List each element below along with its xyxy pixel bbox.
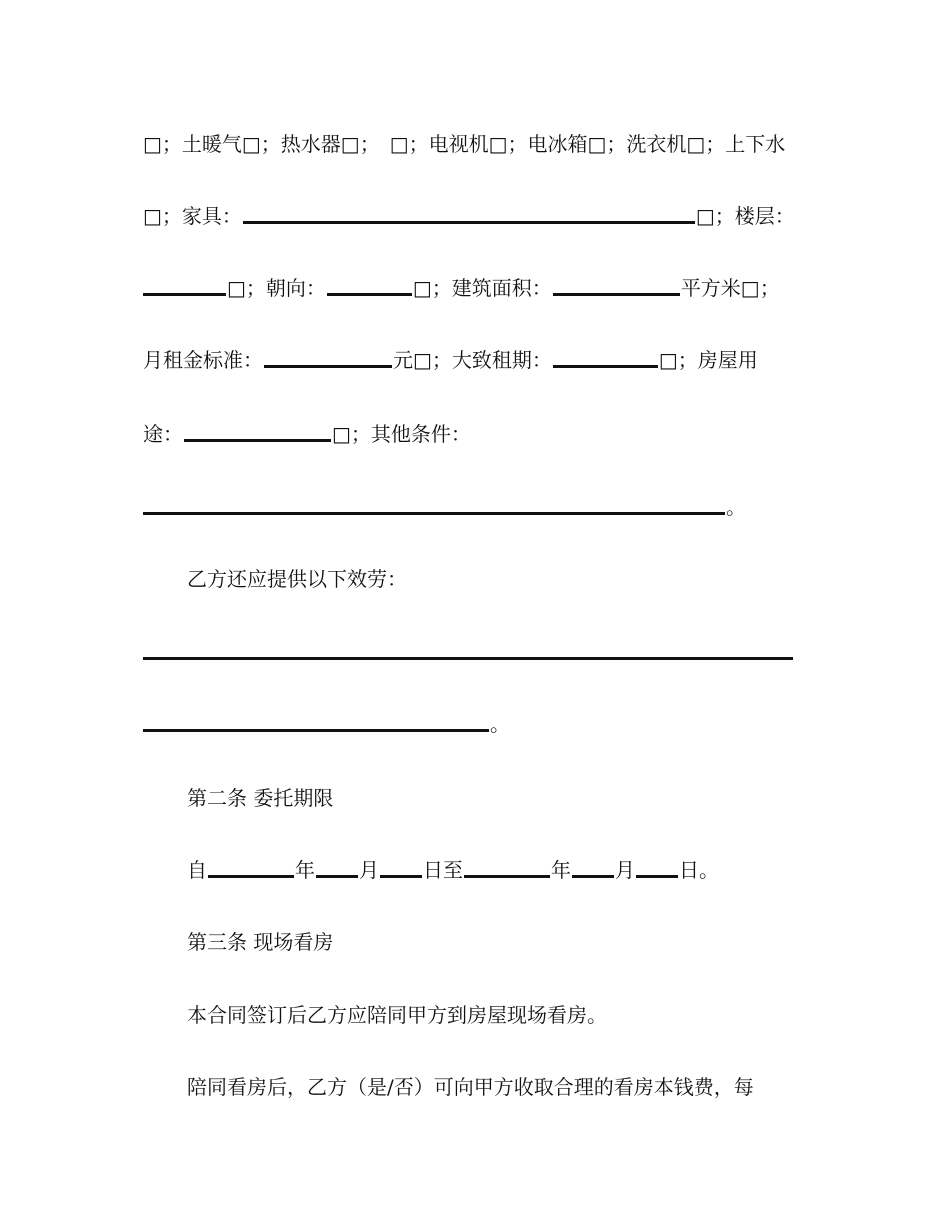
orientation-area-line: [143, 274, 780, 302]
floor-blank[interactable]: [143, 293, 226, 296]
start-day-blank[interactable]: [380, 875, 422, 878]
rent-label: 月租金标准：: [143, 348, 263, 372]
viewing-text: 本合同签订后乙方应陪同甲方到房屋现场看房。: [187, 1003, 607, 1027]
day-end-label: 日。: [679, 858, 719, 882]
other-conditions-blank[interactable]: [143, 512, 725, 515]
services-blank-line-2: [143, 710, 510, 738]
usage-blank[interactable]: [184, 439, 331, 442]
rent-term-line: [143, 346, 758, 374]
year-label: 年: [551, 858, 571, 882]
area-unit: 平方米□；: [680, 276, 780, 300]
month-label: 月: [359, 858, 379, 882]
end-year-blank[interactable]: [464, 875, 550, 878]
start-month-blank[interactable]: [316, 875, 358, 878]
start-year-blank[interactable]: [208, 875, 294, 878]
to-label: 日至: [423, 858, 463, 882]
orientation-blank[interactable]: [327, 293, 412, 296]
month-label: 月: [615, 858, 635, 882]
year-label: 年: [295, 858, 315, 882]
end-month-blank[interactable]: [572, 875, 614, 878]
other-conditions-blank-line: [143, 493, 746, 521]
facilities-line-1: [143, 130, 785, 158]
furniture-label: □；家具：: [143, 204, 242, 228]
usage-label-cont: 途：: [143, 422, 183, 446]
viewing-paragraph: [187, 1001, 607, 1029]
services-blank-line-1: [143, 638, 794, 666]
usage-other-line: [143, 420, 471, 448]
floor-label: □；楼层：: [695, 204, 795, 228]
usage-label: □；房屋用: [658, 348, 758, 372]
furniture-blank[interactable]: [243, 221, 695, 224]
orientation-label: □；朝向：: [227, 276, 326, 300]
end-day-blank[interactable]: [636, 875, 678, 878]
area-blank[interactable]: [553, 293, 680, 296]
from-label: 自: [187, 858, 207, 882]
other-conditions-label: □；其他条件：: [332, 422, 471, 446]
viewing-fee-text: 陪同看房后，乙方（是/否）可向甲方收取合理的看房本钱费，每: [187, 1075, 754, 1099]
services-blank-2[interactable]: [143, 729, 489, 732]
area-label: □；建筑面积：: [412, 276, 552, 300]
period-dates-line: [187, 856, 719, 884]
article-3-title: 第三条 现场看房: [187, 930, 334, 954]
rent-blank[interactable]: [264, 365, 392, 368]
term-blank[interactable]: [553, 365, 658, 368]
viewing-fee-paragraph: [187, 1073, 754, 1101]
article-2-title: 第二条 委托期限: [187, 786, 334, 810]
period-mark: 。: [490, 712, 510, 736]
furniture-floor-line: [143, 202, 795, 230]
services-label: 乙方还应提供以下效劳：: [187, 567, 407, 591]
article-2-heading: [187, 784, 333, 812]
term-label: 元□；大致租期：: [393, 348, 552, 372]
period-mark: 。: [726, 495, 746, 519]
services-blank-1[interactable]: [143, 657, 793, 660]
article-3-heading: [187, 928, 333, 956]
services-heading: [187, 565, 407, 593]
facilities-text: □；土暖气□；热水器□； □；电视机□；电冰箱□；洗衣机□；上下水: [143, 132, 786, 156]
